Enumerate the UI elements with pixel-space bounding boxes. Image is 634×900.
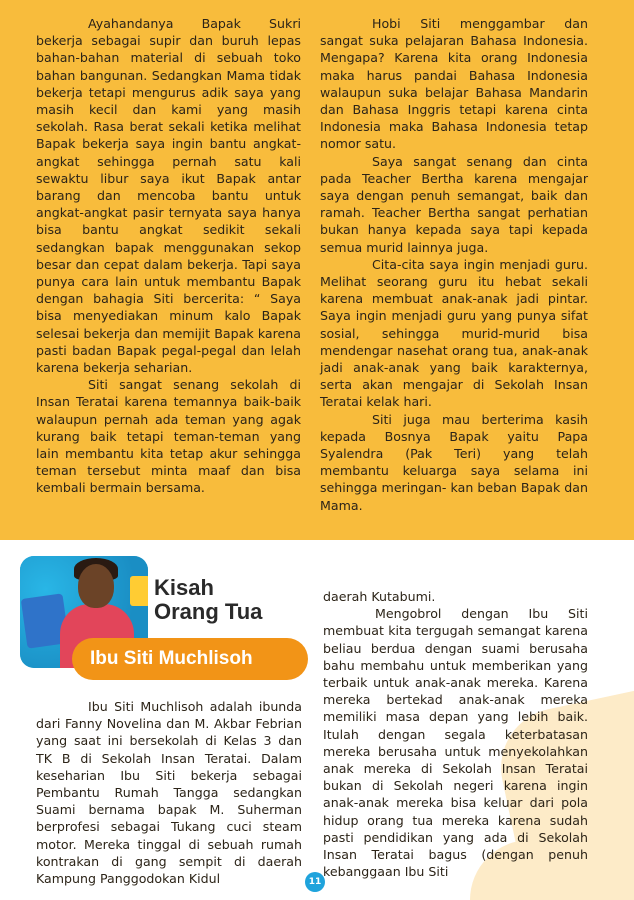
section-title-line2: Orang Tua — [154, 599, 263, 624]
top-left-column — [36, 15, 301, 497]
section-title — [154, 576, 262, 624]
bottom-right-column — [323, 588, 588, 880]
paragraph: Ibu Siti Muchlisoh adalah ibunda dari Fanny Novelina dan M. Akbar Febrian yang saat ini bersekolah di Kelas 3 dan TK B di Sekolah Insan Teratai. Dalam keseharian Ibu Siti bekerja sebagai Pembantu Rumah Tangga sedangkan Suami bernama bapak M. Suherman berprofesi sebagai Tukang cuci steam motor. Mereka tinggal di sebuah rumah kontrakan di gang sempit di daerah Kampung Panggodokan Kidul — [36, 699, 302, 887]
paragraph: Mengobrol dengan Ibu Siti membuat kita tergugah semangat karena beliau berdua dengan suami berusaha bahu membahu untuk memberikan yang terbaik untuk anak-anak mereka. Karena mereka bertekad anak-anak mereka memiliki masa depan yang lebih baik. Itulah dengan segala keterbatasan mereka berusaha untuk menyekolahkan anak mereka di Sekolah Insan Teratai bukan di Sekolah negeri karena ingin anak-anak mereka bisa keluar dari pola hidup orang tua mereka karena sudah pasti pendidikan yang ada di Sekolah Insan Teratai bagus (dengan penuh kebanggaan Ibu Siti — [323, 606, 588, 880]
page-number: 11 — [305, 872, 325, 892]
bottom-left-column — [36, 698, 302, 887]
top-right-column — [320, 15, 588, 514]
paragraph: Cita-cita saya ingin menjadi guru. Melihat seorang guru itu hebat sekali karena membuat anak-anak jadi pintar. Saya ingin menjadi guru yang punya sifat sosial, sehingga murid-murid bisa mendengar nasehat orang tua, anak-anak jadi anak-anak yang baik karakternya, serta akan mengajar di Sekolah Insan Teratai kelak hari. — [320, 256, 588, 410]
section-title-line1: Kisah — [154, 575, 214, 600]
name-banner — [72, 638, 308, 680]
paragraph: Ayahandanya Bapak Sukri bekerja sebagai supir dan buruh lepas bahan-bahan material di sebuah toko bahan bangunan. Sedangkan Mama tidak bekerja tetapi mengurus adik saya yang masih kecil dan kami yang masih sekolah. Rasa berat sekali ketika melihat Bapak bekerja saya ingin bantu angkat-angkat sehingga pernah satu kali sewaktu libur saya ikut Bapak antar barang dan mencoba bantu untuk angkat-angkat pasir ternyata saya hanya bisa bantu angkat sedikit sekali sedangkan bapak menggunakan sekop besar dan cepat dalam bekerja. Tapi saya punya cara lain untuk membantu Bapak dengan bahagia Siti bercerita: “ Saya bisa menyediakan minum kalo Bapak selesai bekerja dan memijit Bapak karena pasti badan Bapak pegal-pegal dan lelah karena bekerja seharian. — [36, 16, 301, 376]
paragraph: Siti juga mau berterima kasih kepada Bosnya Bapak yaitu Papa Syalendra (Pak Teri) yang telah membantu keluarga saya selama ini sehingga meringan- kan beban Bapak dan Mama. — [320, 411, 588, 513]
paragraph: Siti sangat senang sekolah di Insan Teratai karena temannya baik-baik walaupun pernah ada teman yang agak kurang baik tetapi teman-teman yang lain membantu kita tetap akur sehingga teman tersebut minta maaf dan bisa kembali bermain bersama. — [36, 377, 301, 496]
parent-name: Ibu Siti Muchlisoh — [90, 648, 253, 669]
parent-story-section — [0, 540, 634, 900]
paragraph: daerah Kutabumi. — [323, 589, 436, 604]
paragraph: Hobi Siti menggambar dan sangat suka pelajaran Bahasa Indonesia. Mengapa? Karena kita orang Indonesia maka harus pandai Bahasa Indonesia walaupun suka belajar Bahasa Mandarin dan Bahasa Inggris tetapi karena cinta Indonesia maka Bahasa Indonesia tetap nomor satu. — [320, 16, 588, 152]
paragraph: Saya sangat senang dan cinta pada Teacher Bertha karena mengajar saya dengan penuh semangat, baik dan ramah. Teacher Bertha sangat perhatian bukan hanya kepada saya tapi kepada semua murid lainnya juga. — [320, 153, 588, 255]
